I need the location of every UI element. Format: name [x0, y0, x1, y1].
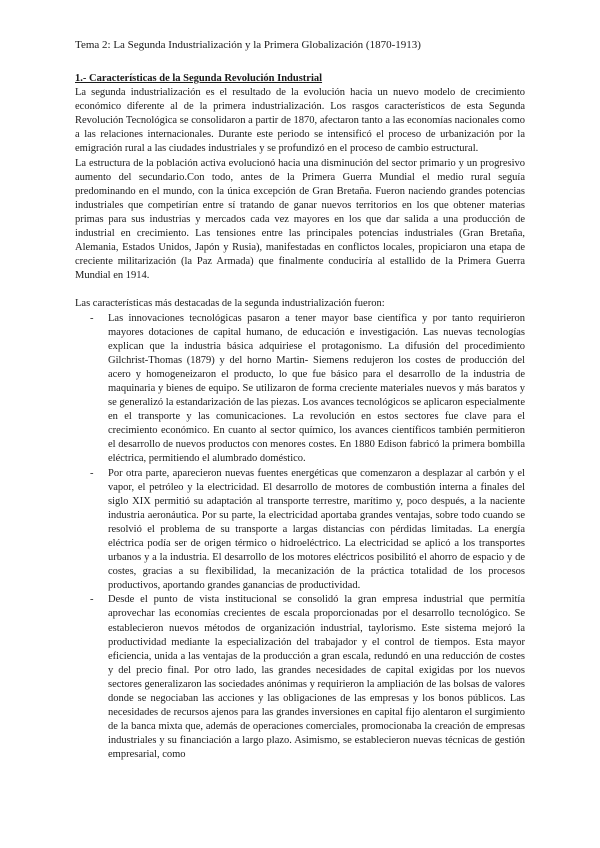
document-body	[75, 72, 525, 763]
page-header: Tema 2: La Segunda Industrialización y la Primera Globalización (1870-1913)	[75, 39, 421, 51]
dash-bullet: -	[90, 312, 94, 324]
paragraph: La segunda industrialización es el resultado de la evolución hacia un nuevo modelo de crecimiento económico diferente al de la primera industrialización. Los rasgos característicos de esta Segunda Revolución Tecnológica se consolidaron a partir de 1870, afectaron tanto a las economías nacionales como a las relaciones internacionales. Durante este periodo se intensificó el proceso de urbanización por la emigración rural a las ciudades industriales y se profundizó en el proceso de cambio estructural.	[75, 87, 525, 155]
characteristics-list	[75, 312, 525, 763]
list-item	[75, 467, 525, 594]
list-item-text: Las innovaciones tecnológicas pasaron a tener mayor base científica y por tanto requirieron mayores dotaciones de capital humano, de educación e investigación. Las nuevas tecnologías explican que la industria básica adquiriese el protagonismo. La difusión del procedimiento Gilchrist-Thomas (1879) y del horno Martin- Siemens redujeron los costes de producción del acero y homogeneizaron el producto, lo que fue básico para el desarrollo de la industria de maquinaria y bienes de equipo. Se utilizaron de forma creciente materiales nuevos y más baratos y se generalizó la estandarización de las piezas. Los avances tecnológicos se aplicaron especialmente en el transporte y las comunicaciones. La revolución en estos sectores fue clave para el crecimiento económico. En cuanto al sector químico, los avances científicos también permitieron el desarrollo de nuevos productos con menores costes. En 1880 Edison fabricó la primera bombilla eléctrica, permitiendo el alumbrado doméstico.	[108, 312, 525, 465]
paragraph-gap	[75, 283, 525, 297]
section-title: 1.- Características de la Segunda Revolución Industrial	[75, 73, 323, 84]
list-item-text: Por otra parte, aparecieron nuevas fuentes energéticas que comenzaron a desplazar al carbón y el vapor, el petróleo y la electricidad. El desarrollo de motores de combustión interna a finales del siglo XIX permitió su adaptación al transporte terrestre, marítimo y, poco después, a la naciente industria aeronáutica. Por su parte, la electricidad aportaba grandes ventajas, sobre todo cuando se resolvió el problema de su transporte a largas distancias con pérdidas limitadas. La energía eléctrica podía ser de origen térmico o hidroeléctrico. La electricidad se aplicó a los transportes urbanos y a la industria. El desarrollo de los motores eléctricos posibilitó el ahorro de espacio y de costes, gracias a su flexibilidad, la mecanización de la práctica totalidad de los procesos productivos, aportando grandes ganancias de productividad.	[108, 467, 525, 592]
list-item	[75, 312, 525, 467]
list-item	[75, 593, 525, 762]
dash-bullet: -	[90, 467, 94, 479]
list-item-text: Desde el punto de vista institucional se consolidó la gran empresa industrial que permitía aprovechar las economías crecientes de escala proporcionadas por el desarrollo tecnológico. Se establecieron nuevos métodos de organización industrial, taylorismo. Este sistema mejoró la productividad mediante la especialización del trabajador y el control de tiempos. Esta mayor eficiencia, unida a las ventajas de la producción a gran escala, redundó en una reducción de costes y del precio final. Por otro lado, las grandes necesidades de capital exigidas por los nuevos sectores generalizaron las sociedades anónimas y requirieron la ampliación de las bolsas de valores donde se negociaban las acciones y las obligaciones de las empresas y los bonos públicos. Las necesidades de recursos ajenos para las grandes inversiones en capital fijo alentaron el surgimiento de la banca mixta que, además de operaciones comerciales, promocionaba la creación de empresas industriales y su financiación a largo plazo. Asimismo, se establecieron nuevas técnicas de gestión empresarial, como	[108, 594, 525, 761]
paragraph: La estructura de la población activa evolucionó hacia una disminución del sector primario y un progresivo aumento del secundario.Con todo, antes de la Primera Guerra Mundial el medio rural seguía predominando en el mundo, con la única excepción de Gran Bretaña. Fueron naciendo grandes potencias industriales que competirían entre sí tratando de ganar nuevos territorios en los que obtener materias primas para sus industrias y mercados cada vez mayores en los que dar salida a una producción de industrial en crecimiento. Las tensiones entre las principales potencias industriales (Gran Bretaña, Alemania, Estados Unidos, Japón y Rusia), manifestadas en conflictos locales, propiciaron una etapa de creciente militarización (la Paz Armada) que finalmente conduciría al estallido de la Primera Guerra Mundial en 1914.	[75, 157, 525, 282]
dash-bullet: -	[90, 594, 94, 606]
list-intro: Las características más destacadas de la segunda industrialización fueron:	[75, 298, 385, 310]
